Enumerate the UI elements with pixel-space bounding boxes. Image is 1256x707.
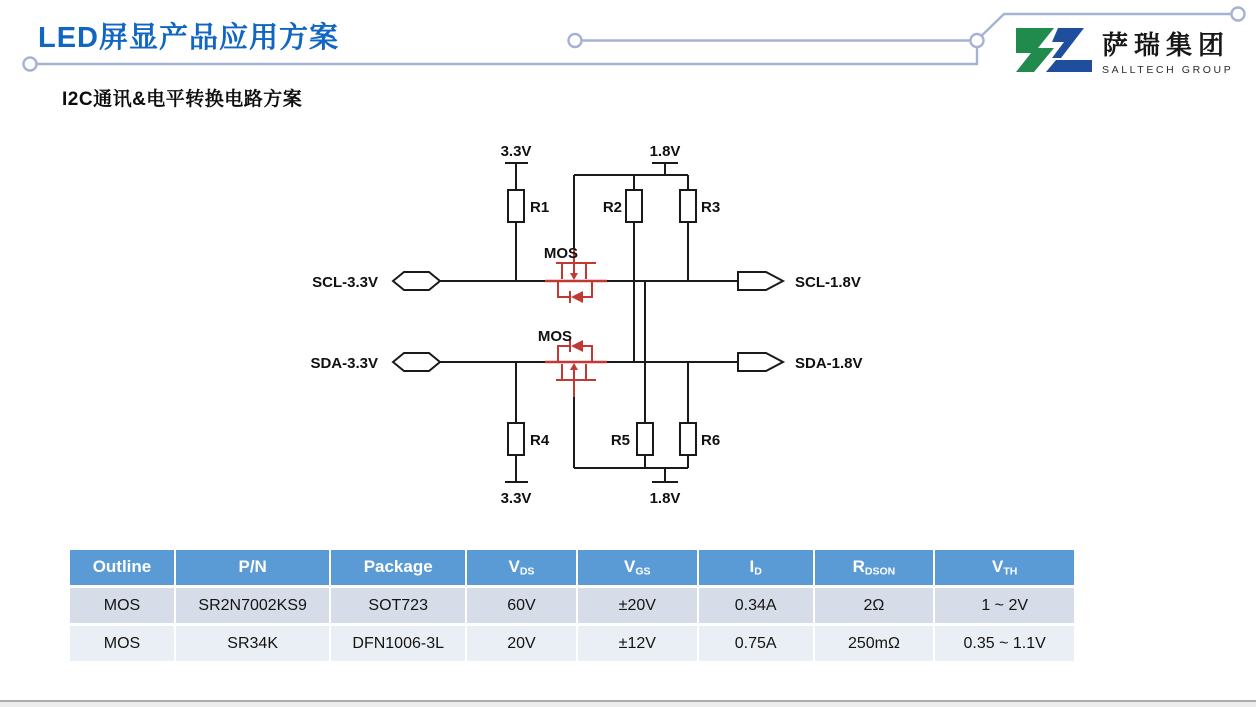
col-header-vth <box>935 550 1074 585</box>
cell-vds: 60V <box>467 588 576 623</box>
label-1v8-top: 1.8V <box>649 143 681 160</box>
resistor-r2 <box>626 190 642 222</box>
col-header-package <box>331 550 465 585</box>
label-r5: R5 <box>610 432 630 449</box>
label-sda-3v3: SDA-3.3V <box>310 355 378 372</box>
cell-outline: MOS <box>70 588 174 623</box>
header-subscript: TH <box>1003 565 1018 578</box>
table-header-row <box>70 550 1074 585</box>
header-text: V <box>991 557 1004 577</box>
header-text: P/N <box>238 557 267 577</box>
cell-vth: 0.35 ~ 1.1V <box>935 626 1074 661</box>
footer-bar <box>0 702 1256 707</box>
port-sda-3v3 <box>393 353 440 371</box>
col-header-pn <box>176 550 329 585</box>
port-connectors <box>393 272 783 371</box>
resistors <box>508 190 696 455</box>
logo-company-name-en: SALLTECH GROUP <box>1102 63 1234 76</box>
col-header-rdson <box>815 550 934 585</box>
col-header-vgs <box>578 550 697 585</box>
label-r6: R6 <box>701 432 721 449</box>
col-header-vds <box>467 550 576 585</box>
label-r4: R4 <box>530 432 550 449</box>
logo-blue-slash <box>1052 28 1084 58</box>
port-scl-1v8 <box>738 272 783 290</box>
resistor-r1 <box>508 190 524 222</box>
table-row <box>70 626 1074 661</box>
header-text: V <box>508 557 520 577</box>
header-subscript: GS <box>635 565 651 578</box>
label-1v8-bottom: 1.8V <box>649 490 681 507</box>
label-scl-1v8: SCL-1.8V <box>795 274 861 291</box>
page-title: LED屏显产品应用方案 <box>38 22 340 54</box>
cell-outline: MOS <box>70 626 174 661</box>
cell-vgs: ±20V <box>578 588 697 623</box>
label-mos-sda: MOS <box>537 328 572 345</box>
logo-green-shape <box>1016 28 1054 72</box>
header-text: Package <box>363 557 433 577</box>
cell-vds: 20V <box>467 626 576 661</box>
section-subtitle: I2C通讯&电平转换电路方案 <box>62 89 303 110</box>
cell-vgs: ±12V <box>578 626 697 661</box>
header-text: Outline <box>92 557 152 577</box>
header-subscript: D <box>754 565 762 578</box>
resistor-r6 <box>680 423 696 455</box>
cell-id: 0.75A <box>699 626 813 661</box>
header-subscript: DS <box>519 565 535 578</box>
logo-company-name-cn: 萨瑞集团 <box>1102 29 1231 60</box>
port-sda-1v8 <box>738 353 783 371</box>
company-logo <box>1012 22 1233 78</box>
header-subscript: DSON <box>864 565 896 578</box>
cell-rdson: 2Ω <box>815 588 934 623</box>
mos-spec-table <box>68 547 1076 664</box>
label-mos-scl: MOS <box>543 245 578 262</box>
i2c-level-shifter-schematic <box>280 130 880 520</box>
mosfet-sda <box>545 340 607 397</box>
cell-pn: SR34K <box>176 626 329 661</box>
resistor-r5 <box>637 423 653 455</box>
label-3v3-top: 3.3V <box>500 143 532 160</box>
label-r3: R3 <box>701 199 721 216</box>
cell-pn: SR2N7002KS9 <box>176 588 329 623</box>
deco-circle-left <box>24 58 37 71</box>
deco-circle-join <box>971 34 984 47</box>
cell-package: SOT723 <box>331 588 465 623</box>
port-scl-3v3 <box>393 272 440 290</box>
resistor-r3 <box>680 190 696 222</box>
header-text: I <box>749 557 755 577</box>
col-header-outline <box>70 550 174 585</box>
cell-id: 0.34A <box>699 588 813 623</box>
header-text: R <box>852 557 865 577</box>
label-sda-1v8: SDA-1.8V <box>795 355 863 372</box>
header-text: V <box>624 557 636 577</box>
table-row <box>70 588 1074 623</box>
logo-text <box>1102 25 1233 76</box>
cell-vth: 1 ~ 2V <box>935 588 1074 623</box>
label-scl-3v3: SCL-3.3V <box>312 274 378 291</box>
resistor-r4 <box>508 423 524 455</box>
logo-blue-bar <box>1046 60 1092 72</box>
cell-rdson: 250mΩ <box>815 626 934 661</box>
label-r1: R1 <box>530 199 550 216</box>
deco-circle-right <box>1232 8 1245 21</box>
cell-package: DFN1006-3L <box>331 626 465 661</box>
deco-circle-mid <box>569 34 582 47</box>
label-3v3-bottom: 3.3V <box>500 490 532 507</box>
label-r2: R2 <box>602 199 622 216</box>
logo-mark-icon <box>1012 22 1094 78</box>
col-header-id <box>699 550 813 585</box>
